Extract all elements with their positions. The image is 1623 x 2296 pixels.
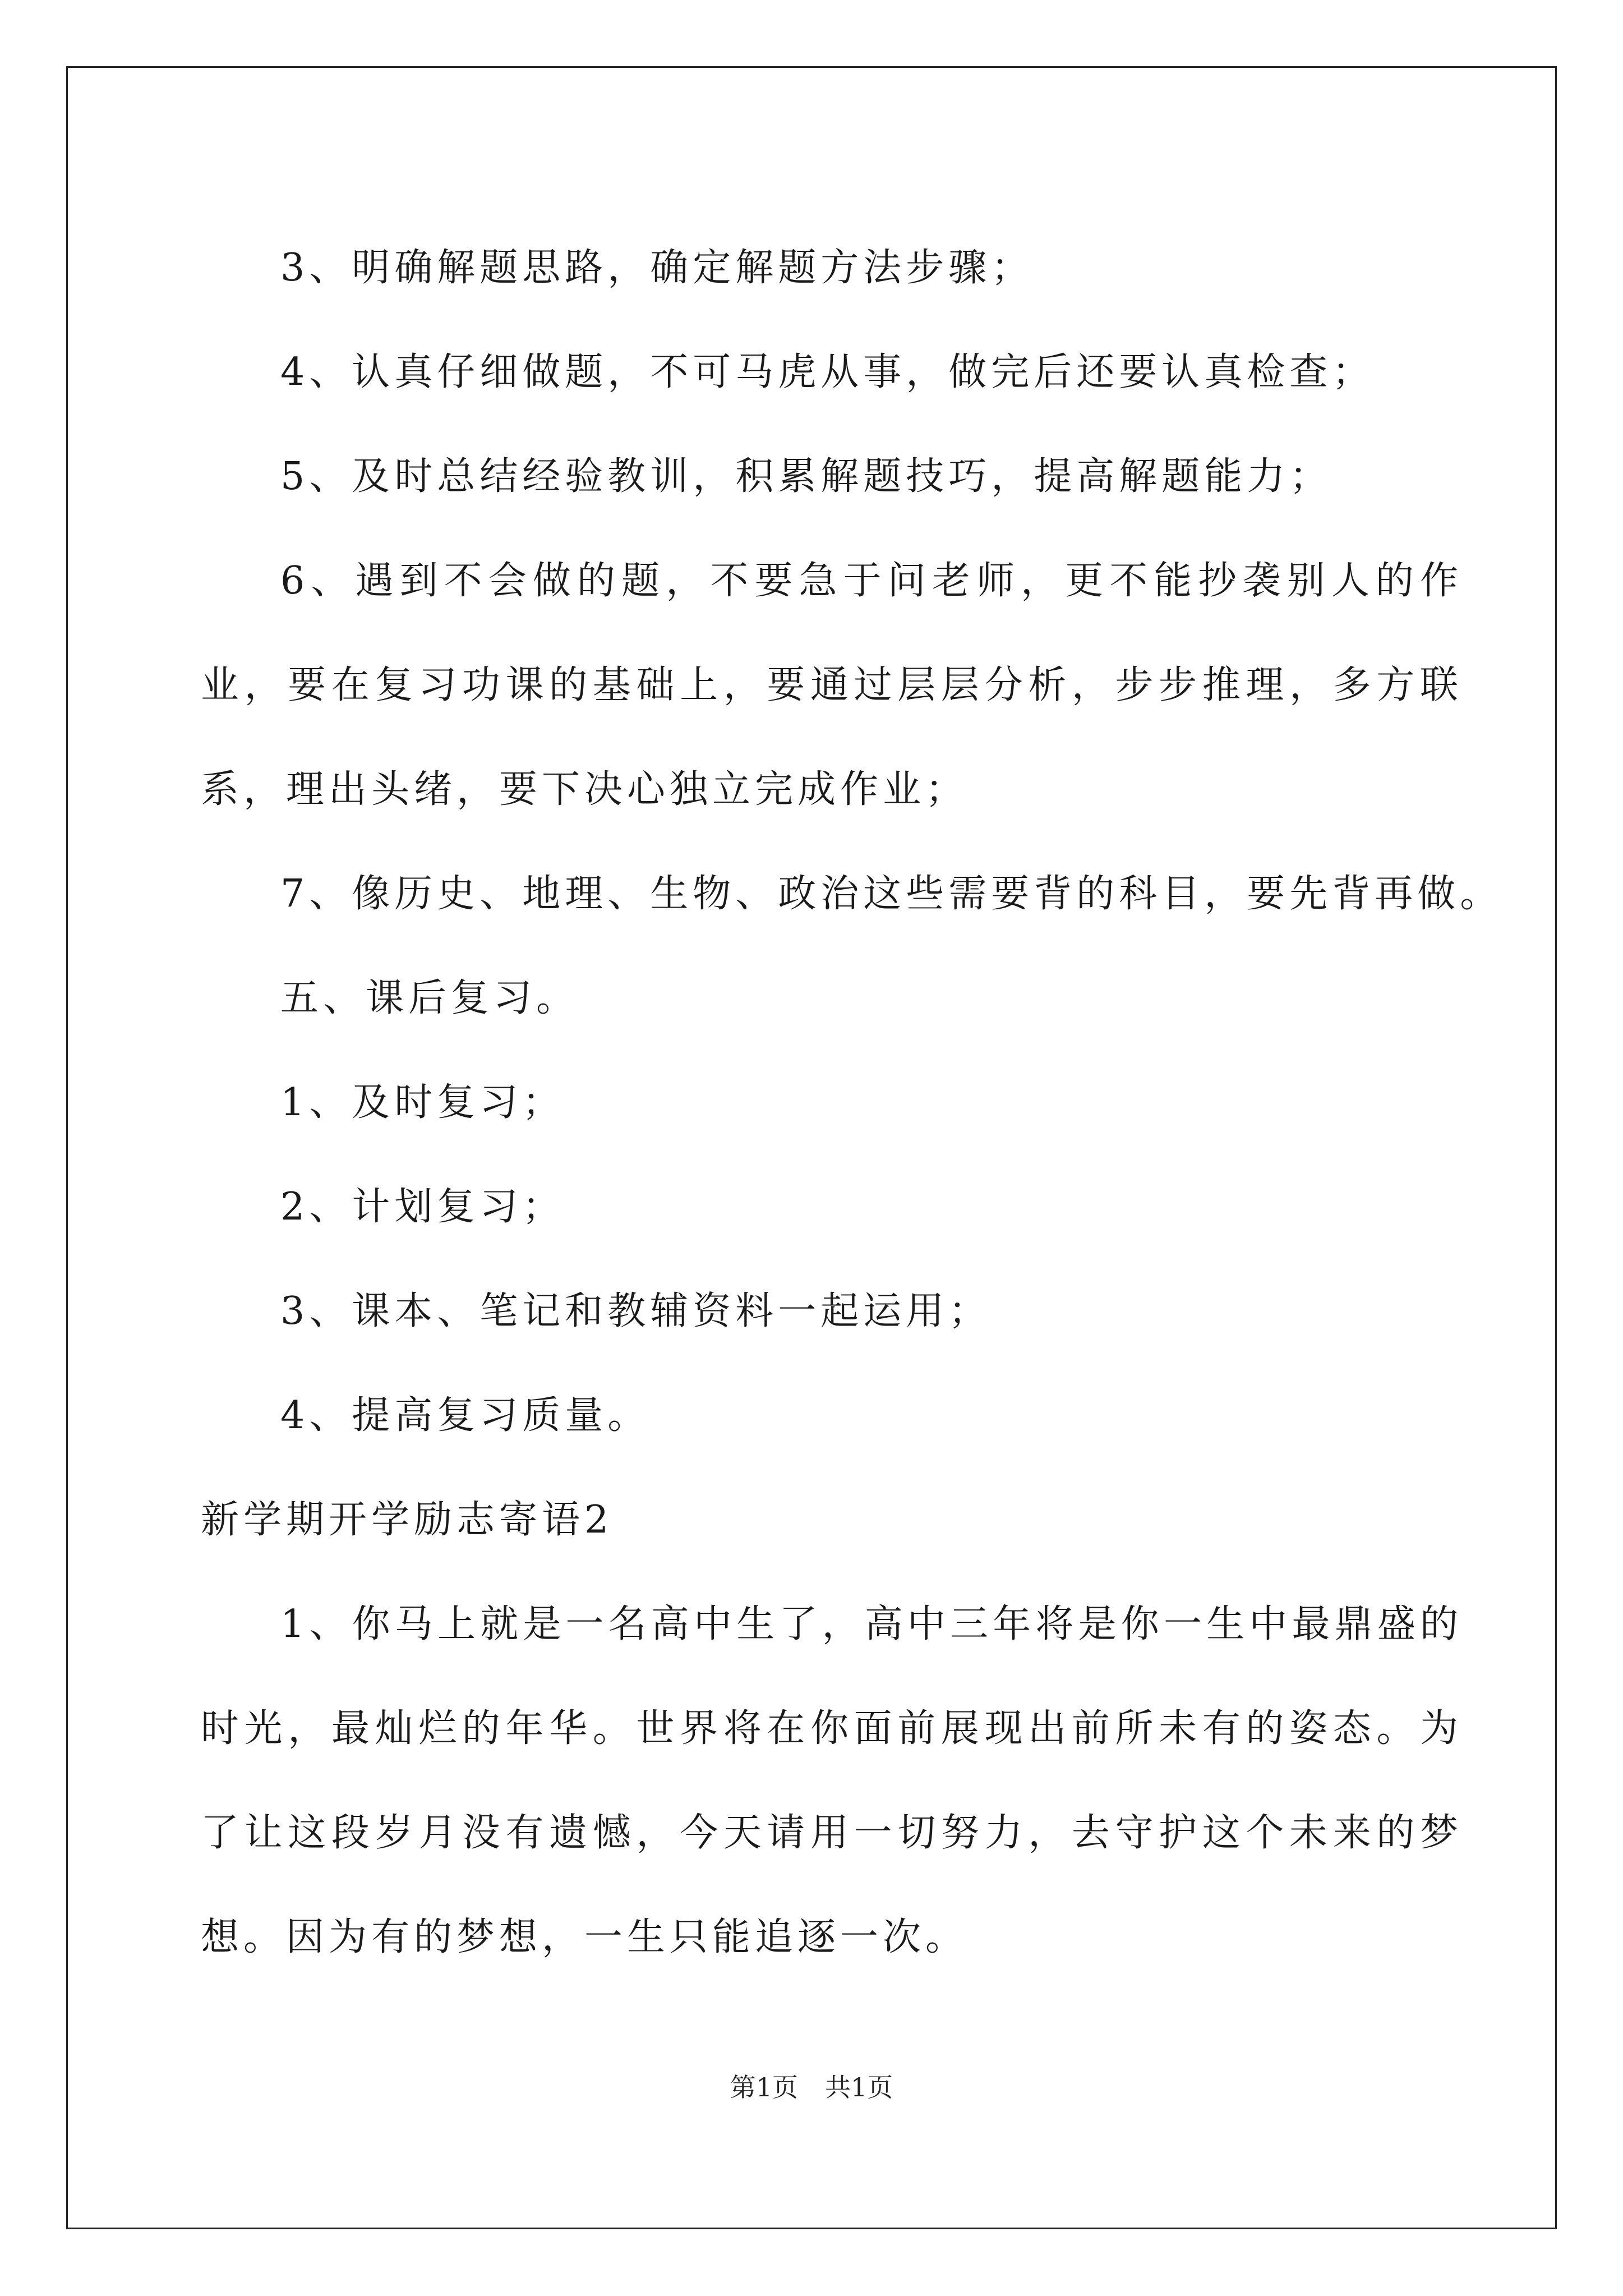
paragraph-message-1: 1、你马上就是一名高中生了，高中三年将是你一生中最鼎盛的时光，最灿烂的年华。世界将在你面前展现出前所未有的姿态。为了让这段岁月没有遗憾，今天请用一切努力，去守护这个未来的梦想。因为有的梦想，一生只能追逐一次。 [201, 1602, 1463, 1959]
section-title-2: 新学期开学励志寄语2 [201, 1498, 614, 1542]
paragraph-review-1: 1、及时复习； [280, 1080, 565, 1125]
paragraph-step-7: 7、像历史、地理、生物、政治这些需要背的科目，要先背再做。 [280, 872, 1503, 916]
paragraph-review-2: 2、计划复习； [280, 1185, 565, 1229]
section-heading-review: 五、课后复习。 [280, 976, 579, 1020]
page-footer [0, 2067, 1623, 2104]
paragraph-review-4: 4、提高复习质量。 [280, 1393, 651, 1438]
paragraph-review-3: 3、课本、笔记和教辅资料一起运用； [280, 1289, 992, 1333]
paragraph-step-5: 5、及时总结经验教训，积累解题技巧，提高解题能力； [280, 454, 1332, 499]
paragraph-step-3: 3、明确解题思路，确定解题方法步骤； [280, 246, 1034, 290]
document-body [201, 216, 1503, 1990]
page-total: 共1页 [825, 2072, 893, 2102]
paragraph-step-6: 6、遇到不会做的题，不要急于问老师，更不能抄袭别人的作业，要在复习功课的基础上，要通过层层分析，步步推理，多方联系，理出头绪，要下决心独立完成作业； [201, 559, 1463, 812]
page-current: 第1页 [730, 2072, 798, 2102]
paragraph-step-4: 4、认真仔细做题，不可马虎从事，做完后还要认真检查； [280, 350, 1375, 394]
